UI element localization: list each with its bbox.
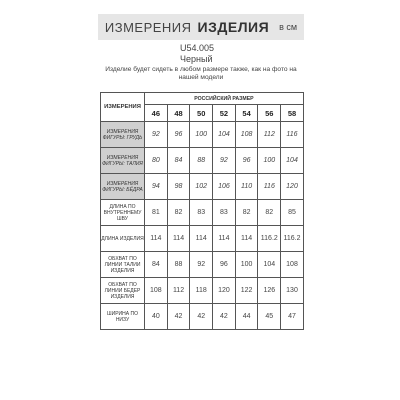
table-cell: 82: [258, 200, 281, 226]
table-cell: 80: [145, 148, 168, 174]
table-cell: 114: [235, 226, 258, 252]
table-cell: 108: [145, 278, 168, 304]
table-cell: 112: [258, 122, 281, 148]
table-cell: 122: [235, 278, 258, 304]
table-cell: 96: [167, 122, 190, 148]
table-cell: 114: [145, 226, 168, 252]
row-label: ДЛИНА ПО ВНУТРЕННЕМУ ШВУ: [101, 200, 145, 226]
table-cell: 92: [145, 122, 168, 148]
table-cell: 92: [213, 148, 236, 174]
table-cell: 96: [213, 252, 236, 278]
size-header: 52: [213, 105, 236, 122]
size-header: 46: [145, 105, 168, 122]
table-cell: 116.2: [258, 226, 281, 252]
table-cell: 85: [281, 200, 304, 226]
row-label: ИЗМЕРЕНИЯ ФИГУРЫ: БЁДРА: [101, 174, 145, 200]
table-cell: 126: [258, 278, 281, 304]
title-word-measurements: ИЗМЕРЕНИЯ: [104, 19, 192, 35]
table-cell: 83: [190, 200, 213, 226]
table-cell: 81: [145, 200, 168, 226]
table-row: [101, 122, 304, 148]
table-row: [101, 174, 304, 200]
table-cell: 40: [145, 304, 168, 330]
table-cell: 88: [190, 148, 213, 174]
table-cell: 98: [167, 174, 190, 200]
table-cell: 118: [190, 278, 213, 304]
table-cell: 88: [167, 252, 190, 278]
table-cell: 120: [281, 174, 304, 200]
row-label: ДЛИНА ИЗДЕЛИЯ: [101, 226, 145, 252]
table-cell: 42: [190, 304, 213, 330]
size-group-label: РОССИЙСКИЙ РАЗМЕР: [145, 93, 304, 105]
title-unit: в см: [279, 22, 298, 32]
table-cell: 45: [258, 304, 281, 330]
table-row: [101, 200, 304, 226]
table-cell: 84: [167, 148, 190, 174]
size-header: 56: [258, 105, 281, 122]
table-row: [101, 226, 304, 252]
table-cell: 120: [213, 278, 236, 304]
table-row: [101, 278, 304, 304]
table-cell: 100: [258, 148, 281, 174]
table-cell: 112: [167, 278, 190, 304]
row-label: ИЗМЕРЕНИЯ ФИГУРЫ: ГРУДЬ: [101, 122, 145, 148]
table-cell: 82: [235, 200, 258, 226]
table-cell: 102: [190, 174, 213, 200]
fit-note: Изделие будет сидеть в любом размере также, как на фото на нашей модели: [105, 66, 297, 81]
table-cell: 94: [145, 174, 168, 200]
row-label: ОБХВАТ ПО ЛИНИИ БЕДЕР ИЗДЕЛИЯ: [101, 278, 145, 304]
table-cell: 82: [167, 200, 190, 226]
size-header: 50: [190, 105, 213, 122]
table-cell: 116: [258, 174, 281, 200]
table-cell: 84: [145, 252, 168, 278]
table-cell: 100: [190, 122, 213, 148]
title-banner: [98, 14, 304, 40]
table-cell: 114: [190, 226, 213, 252]
table-cell: 83: [213, 200, 236, 226]
row-label: ОБХВАТ ПО ЛИНИИ ТАЛИИ ИЗДЕЛИЯ: [101, 252, 145, 278]
product-color: Черный: [180, 54, 213, 64]
table-cell: 104: [281, 148, 304, 174]
table-row: [101, 148, 304, 174]
table-cell: 106: [213, 174, 236, 200]
table-cell: 104: [213, 122, 236, 148]
row-label: ИЗМЕРЕНИЯ ФИГУРЫ: ТАЛИЯ: [101, 148, 145, 174]
table-cell: 116: [281, 122, 304, 148]
table-cell: 96: [235, 148, 258, 174]
table-cell: 104: [258, 252, 281, 278]
size-header: 48: [167, 105, 190, 122]
size-header: 58: [281, 105, 304, 122]
product-code: U54.005: [180, 43, 215, 53]
table-cell: 114: [167, 226, 190, 252]
table-row: [101, 304, 304, 330]
table-cell: 42: [213, 304, 236, 330]
table-cell: 116.2: [281, 226, 304, 252]
table-cell: 110: [235, 174, 258, 200]
title-word-garment: ИЗДЕЛИЯ: [197, 19, 270, 35]
size-header: 54: [235, 105, 258, 122]
table-cell: 108: [235, 122, 258, 148]
table-cell: 42: [167, 304, 190, 330]
table-row: [101, 252, 304, 278]
table-cell: 100: [235, 252, 258, 278]
row-label: ШИРИНА ПО НИЗУ: [101, 304, 145, 330]
table-corner-label: ИЗМЕРЕНИЯ: [101, 93, 145, 122]
table-cell: 130: [281, 278, 304, 304]
size-table: [100, 92, 304, 330]
table-cell: 47: [281, 304, 304, 330]
table-cell: 108: [281, 252, 304, 278]
table-cell: 114: [213, 226, 236, 252]
table-cell: 44: [235, 304, 258, 330]
table-cell: 92: [190, 252, 213, 278]
